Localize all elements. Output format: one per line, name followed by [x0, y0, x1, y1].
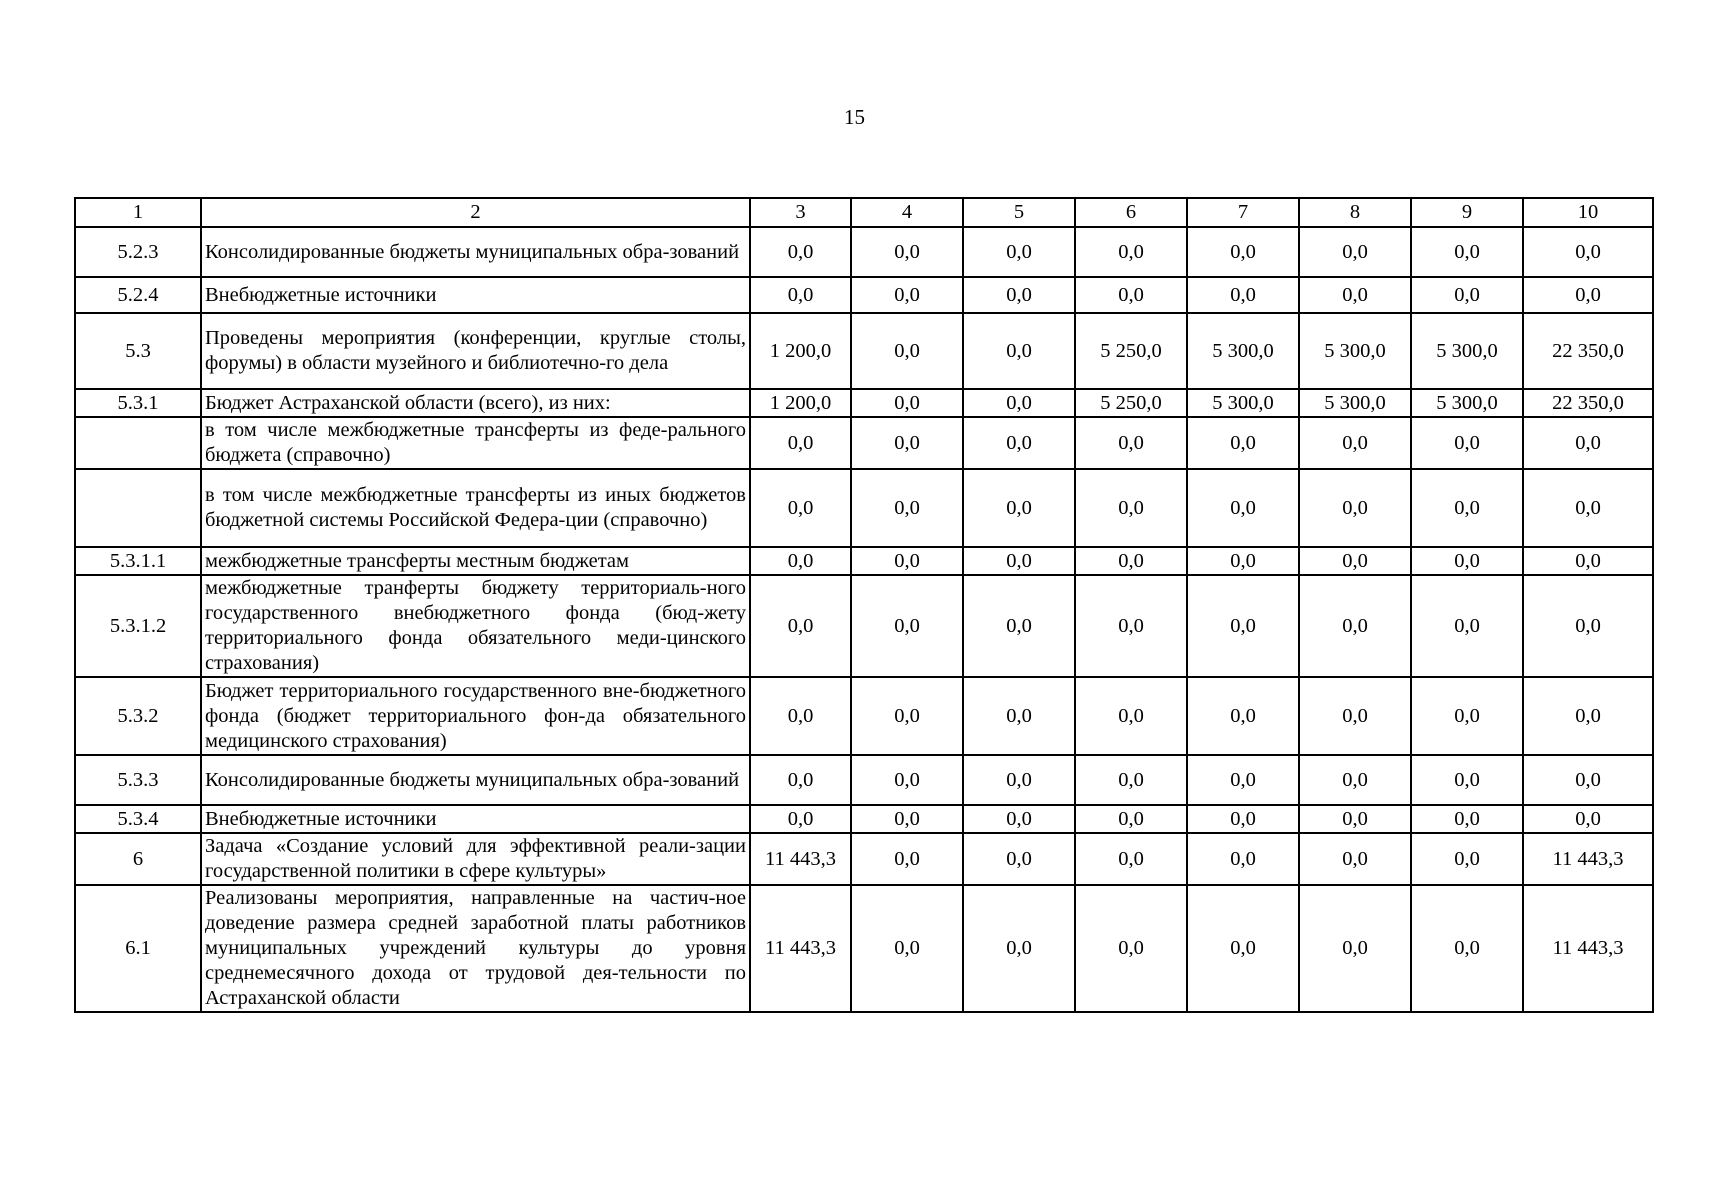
table-row: [75, 885, 1653, 1012]
table-row: [75, 417, 1653, 469]
row-description: Проведены мероприятия (конференции, круглые столы, форумы) в области музейного и библиотечно-го дела: [201, 313, 750, 389]
column-number-3: 3: [750, 198, 851, 227]
value-col-6: 0,0: [1075, 575, 1187, 677]
value-col-7: 0,0: [1187, 469, 1299, 547]
value-col-4: 0,0: [851, 677, 963, 755]
value-col-6: 0,0: [1075, 833, 1187, 885]
value-col-3: 11 443,3: [750, 885, 851, 1012]
value-col-9: 0,0: [1411, 469, 1523, 547]
value-col-5: 0,0: [963, 547, 1075, 575]
value-col-7: 0,0: [1187, 805, 1299, 833]
value-col-9: 0,0: [1411, 833, 1523, 885]
value-col-8: 0,0: [1299, 755, 1411, 805]
column-number-10: 10: [1523, 198, 1653, 227]
row-code: 5.3.1.2: [75, 575, 201, 677]
row-code: 5.2.3: [75, 227, 201, 277]
value-col-3: 0,0: [750, 417, 851, 469]
row-code: 5.3: [75, 313, 201, 389]
value-col-4: 0,0: [851, 575, 963, 677]
value-col-6: 0,0: [1075, 755, 1187, 805]
row-description: межбюджетные транферты бюджету территориаль-ного государственного внебюджетного фонда (бюд-жету территориального фонда обязательного меди-цинского страхования): [201, 575, 750, 677]
value-col-5: 0,0: [963, 833, 1075, 885]
value-col-3: 11 443,3: [750, 833, 851, 885]
table-header: [75, 198, 1653, 227]
row-code: 5.3.4: [75, 805, 201, 833]
table-row: [75, 677, 1653, 755]
value-col-8: 0,0: [1299, 833, 1411, 885]
table-row: [75, 277, 1653, 313]
value-col-10: 22 350,0: [1523, 389, 1653, 417]
value-col-4: 0,0: [851, 227, 963, 277]
value-col-7: 0,0: [1187, 575, 1299, 677]
value-col-4: 0,0: [851, 833, 963, 885]
value-col-7: 0,0: [1187, 885, 1299, 1012]
column-number-9: 9: [1411, 198, 1523, 227]
value-col-5: 0,0: [963, 227, 1075, 277]
value-col-5: 0,0: [963, 885, 1075, 1012]
value-col-6: 5 250,0: [1075, 389, 1187, 417]
value-col-8: 5 300,0: [1299, 389, 1411, 417]
value-col-6: 0,0: [1075, 805, 1187, 833]
row-description: Консолидированные бюджеты муниципальных обра-зований: [201, 755, 750, 805]
value-col-6: 0,0: [1075, 469, 1187, 547]
value-col-8: 0,0: [1299, 805, 1411, 833]
value-col-9: 0,0: [1411, 805, 1523, 833]
value-col-4: 0,0: [851, 547, 963, 575]
value-col-8: 0,0: [1299, 277, 1411, 313]
value-col-9: 0,0: [1411, 547, 1523, 575]
table-row: [75, 833, 1653, 885]
value-col-9: 0,0: [1411, 575, 1523, 677]
table-row: [75, 575, 1653, 677]
value-col-10: 0,0: [1523, 805, 1653, 833]
value-col-9: 0,0: [1411, 227, 1523, 277]
column-number-6: 6: [1075, 198, 1187, 227]
value-col-6: 0,0: [1075, 885, 1187, 1012]
value-col-10: 0,0: [1523, 469, 1653, 547]
column-number-8: 8: [1299, 198, 1411, 227]
value-col-10: 0,0: [1523, 227, 1653, 277]
value-col-5: 0,0: [963, 417, 1075, 469]
value-col-7: 0,0: [1187, 677, 1299, 755]
table-row: [75, 547, 1653, 575]
value-col-4: 0,0: [851, 469, 963, 547]
table-row: [75, 313, 1653, 389]
table-row: [75, 469, 1653, 547]
row-code: 5.3.3: [75, 755, 201, 805]
column-number-1: 1: [75, 198, 201, 227]
value-col-5: 0,0: [963, 469, 1075, 547]
page-number: 15: [844, 105, 865, 129]
row-description: в том числе межбюджетные трансферты из феде-рального бюджета (справочно): [201, 417, 750, 469]
value-col-5: 0,0: [963, 575, 1075, 677]
value-col-6: 0,0: [1075, 547, 1187, 575]
table-body: [75, 227, 1653, 1012]
column-number-2: 2: [201, 198, 750, 227]
value-col-4: 0,0: [851, 755, 963, 805]
row-code: 6: [75, 833, 201, 885]
value-col-9: 0,0: [1411, 885, 1523, 1012]
value-col-3: 1 200,0: [750, 313, 851, 389]
row-code: 5.3.1: [75, 389, 201, 417]
row-description: Внебюджетные источники: [201, 277, 750, 313]
value-col-10: 0,0: [1523, 677, 1653, 755]
value-col-7: 0,0: [1187, 833, 1299, 885]
row-code: [75, 469, 201, 547]
table-row: [75, 755, 1653, 805]
row-description: Бюджет территориального государственного вне-бюджетного фонда (бюджет территориального фон-да обязательного медицинского страхования): [201, 677, 750, 755]
value-col-4: 0,0: [851, 277, 963, 313]
value-col-7: 0,0: [1187, 547, 1299, 575]
row-description: межбюджетные трансферты местным бюджетам: [201, 547, 750, 575]
value-col-8: 0,0: [1299, 575, 1411, 677]
value-col-10: 0,0: [1523, 417, 1653, 469]
row-description: Реализованы мероприятия, направленные на частич-ное доведение размера средней заработной платы работников муниципальных учреждений культуры до уровня среднемесячного дохода от трудовой дея-тельности по Астраханской области: [201, 885, 750, 1012]
row-code: [75, 417, 201, 469]
value-col-7: 5 300,0: [1187, 389, 1299, 417]
value-col-5: 0,0: [963, 277, 1075, 313]
value-col-6: 0,0: [1075, 227, 1187, 277]
row-description: в том числе межбюджетные трансферты из иных бюджетов бюджетной системы Российской Федера-ции (справочно): [201, 469, 750, 547]
row-code: 6.1: [75, 885, 201, 1012]
value-col-10: 0,0: [1523, 755, 1653, 805]
value-col-3: 0,0: [750, 469, 851, 547]
value-col-8: 0,0: [1299, 469, 1411, 547]
row-description: Бюджет Астраханской области (всего), из них:: [201, 389, 750, 417]
table-row: [75, 805, 1653, 833]
value-col-8: 0,0: [1299, 677, 1411, 755]
row-description: Задача «Создание условий для эффективной реали-зации государственной политики в сфере культуры»: [201, 833, 750, 885]
row-description: Консолидированные бюджеты муниципальных обра-зований: [201, 227, 750, 277]
value-col-5: 0,0: [963, 313, 1075, 389]
value-col-9: 0,0: [1411, 277, 1523, 313]
value-col-10: 0,0: [1523, 547, 1653, 575]
value-col-4: 0,0: [851, 313, 963, 389]
column-number-4: 4: [851, 198, 963, 227]
value-col-3: 0,0: [750, 227, 851, 277]
value-col-10: 11 443,3: [1523, 885, 1653, 1012]
value-col-5: 0,0: [963, 755, 1075, 805]
value-col-8: 0,0: [1299, 547, 1411, 575]
value-col-4: 0,0: [851, 885, 963, 1012]
value-col-6: 0,0: [1075, 277, 1187, 313]
value-col-3: 0,0: [750, 755, 851, 805]
value-col-7: 0,0: [1187, 227, 1299, 277]
value-col-7: 0,0: [1187, 277, 1299, 313]
value-col-4: 0,0: [851, 805, 963, 833]
value-col-8: 0,0: [1299, 227, 1411, 277]
value-col-8: 5 300,0: [1299, 313, 1411, 389]
value-col-3: 0,0: [750, 575, 851, 677]
value-col-9: 5 300,0: [1411, 313, 1523, 389]
value-col-9: 5 300,0: [1411, 389, 1523, 417]
value-col-5: 0,0: [963, 389, 1075, 417]
value-col-7: 5 300,0: [1187, 313, 1299, 389]
value-col-8: 0,0: [1299, 417, 1411, 469]
value-col-4: 0,0: [851, 417, 963, 469]
value-col-5: 0,0: [963, 805, 1075, 833]
column-number-7: 7: [1187, 198, 1299, 227]
table-row: [75, 389, 1653, 417]
value-col-4: 0,0: [851, 389, 963, 417]
value-col-9: 0,0: [1411, 677, 1523, 755]
value-col-9: 0,0: [1411, 755, 1523, 805]
value-col-3: 0,0: [750, 547, 851, 575]
row-code: 5.2.4: [75, 277, 201, 313]
column-number-row: [75, 198, 1653, 227]
value-col-3: 0,0: [750, 677, 851, 755]
value-col-5: 0,0: [963, 677, 1075, 755]
value-col-6: 0,0: [1075, 417, 1187, 469]
value-col-7: 0,0: [1187, 755, 1299, 805]
value-col-10: 0,0: [1523, 575, 1653, 677]
row-description: Внебюджетные источники: [201, 805, 750, 833]
value-col-7: 0,0: [1187, 417, 1299, 469]
row-code: 5.3.2: [75, 677, 201, 755]
table-row: [75, 227, 1653, 277]
value-col-9: 0,0: [1411, 417, 1523, 469]
value-col-8: 0,0: [1299, 885, 1411, 1012]
value-col-6: 5 250,0: [1075, 313, 1187, 389]
row-code: 5.3.1.1: [75, 547, 201, 575]
value-col-3: 0,0: [750, 277, 851, 313]
value-col-10: 22 350,0: [1523, 313, 1653, 389]
value-col-3: 0,0: [750, 805, 851, 833]
value-col-3: 1 200,0: [750, 389, 851, 417]
value-col-10: 0,0: [1523, 277, 1653, 313]
column-number-5: 5: [963, 198, 1075, 227]
value-col-6: 0,0: [1075, 677, 1187, 755]
budget-table: [74, 197, 1654, 1013]
value-col-10: 11 443,3: [1523, 833, 1653, 885]
